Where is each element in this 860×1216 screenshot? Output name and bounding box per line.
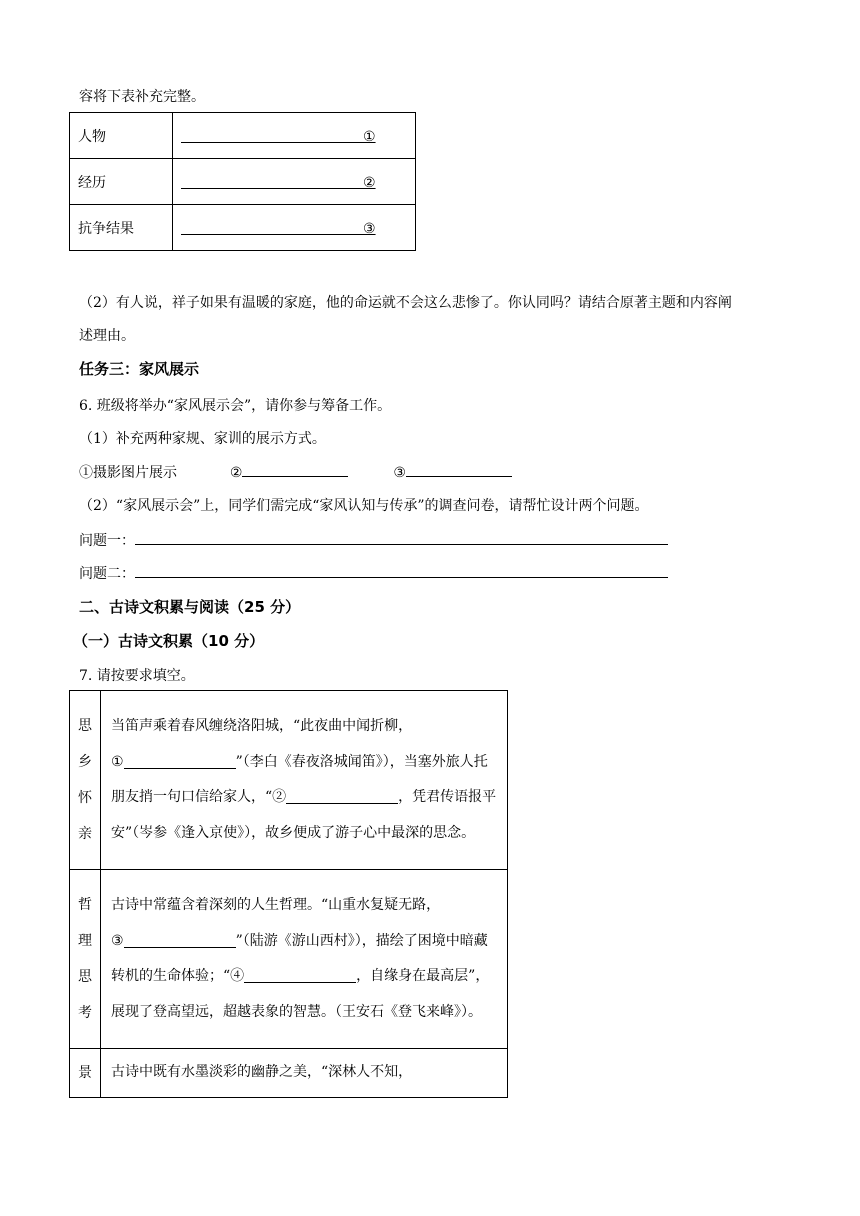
scenery-text: 古诗中既有水墨淡彩的幽静之美，“深林人不知，: [101, 1049, 508, 1098]
table-row: [70, 870, 508, 1049]
option-3-mark: ③: [393, 465, 406, 481]
question-6-intro: 6. 班级将举办“家风展示会”，请你参与筹备工作。: [79, 398, 392, 414]
question-two-label: 问题二：: [79, 566, 135, 582]
category-homesick: 思 乡 怀 亲: [70, 691, 101, 870]
category-philosophy: 哲 理 思 考: [70, 870, 101, 1049]
option-2-mark: ②: [229, 465, 243, 481]
poem-blank-1[interactable]: [124, 752, 236, 769]
question-6-sub1: （1）补充两种家规、家训的展示方式。: [79, 431, 326, 447]
answer-blank-3[interactable]: [181, 218, 363, 235]
blank-mark-1: ①: [363, 129, 376, 145]
intro-line: 容将下表补充完整。: [79, 89, 205, 105]
answer-cell-3: [173, 205, 416, 251]
question-two-line: [79, 563, 668, 584]
answer-blank-2[interactable]: [181, 172, 363, 189]
poem-blank-3[interactable]: [124, 931, 236, 948]
homesick-text: 当笛声乘着春风缠绕洛阳城，“此夜曲中闻折柳， ① ”（李白《春夜洛城闻笛》），当塞外旅人托朋友捎一句口信给家人，“② ，凭君传语报平安”（岑参《逢入京使》），故乡便成了游子心中最深的思念。: [101, 691, 508, 870]
display-options: [79, 462, 512, 483]
question-one-line: [79, 530, 668, 551]
section-2-heading: 二、古诗文积累与阅读（25 分）: [79, 598, 301, 616]
question-2-text: （2）有人说，祥子如果有温暖的家庭，他的命运就不会这么悲惨了。你认同吗？请结合原著主题和内容阐: [79, 295, 732, 311]
option-2-blank[interactable]: [242, 462, 348, 477]
philosophy-text: 古诗中常蕴含着深刻的人生哲理。“山重水复疑无路， ③ ”（陆游《游山西村》），描绘了困境中暗藏转机的生命体验；“④ ，自缘身在最高层”，展现了登高望远，超越表象的智慧。（王安石《登飞来峰》）。: [101, 870, 508, 1049]
question-2-text-cont: 述理由。: [79, 328, 135, 344]
poem-blank-2[interactable]: [286, 787, 398, 804]
row-label-experience: 经历: [70, 159, 173, 205]
table-row: [70, 1049, 508, 1098]
poem-blank-4[interactable]: [244, 966, 356, 983]
task3-heading: 任务三：家风展示: [79, 360, 200, 378]
row-label-result: 抗争结果: [70, 205, 173, 251]
question-7-intro: 7. 请按要求填空。: [79, 668, 195, 684]
row-label-character: 人物: [70, 113, 173, 159]
question-one-blank[interactable]: [135, 530, 668, 545]
table-row: [70, 691, 508, 870]
table-row: [70, 205, 416, 251]
question-6-sub2: （2）“家风展示会”上，同学们需完成“家风认知与传承”的调查问卷，请帮忙设计两个问题。: [79, 498, 649, 514]
option-1: ①摄影图片展示: [79, 465, 177, 481]
option-3-blank[interactable]: [406, 462, 512, 477]
answer-cell-2: [173, 159, 416, 205]
question-one-label: 问题一：: [79, 533, 135, 549]
blank-mark-3: ③: [363, 221, 376, 237]
answer-blank-1[interactable]: [181, 126, 363, 143]
poetry-table: [69, 690, 508, 1098]
table-row: [70, 159, 416, 205]
table-row: [70, 113, 416, 159]
blank-mark-2: ②: [363, 175, 376, 191]
answer-cell-1: [173, 113, 416, 159]
question-two-blank[interactable]: [135, 563, 668, 578]
character-table: [69, 112, 416, 251]
section-2-subheading: （一）古诗文积累（10 分）: [73, 632, 265, 650]
category-scenery: 景: [70, 1049, 101, 1098]
